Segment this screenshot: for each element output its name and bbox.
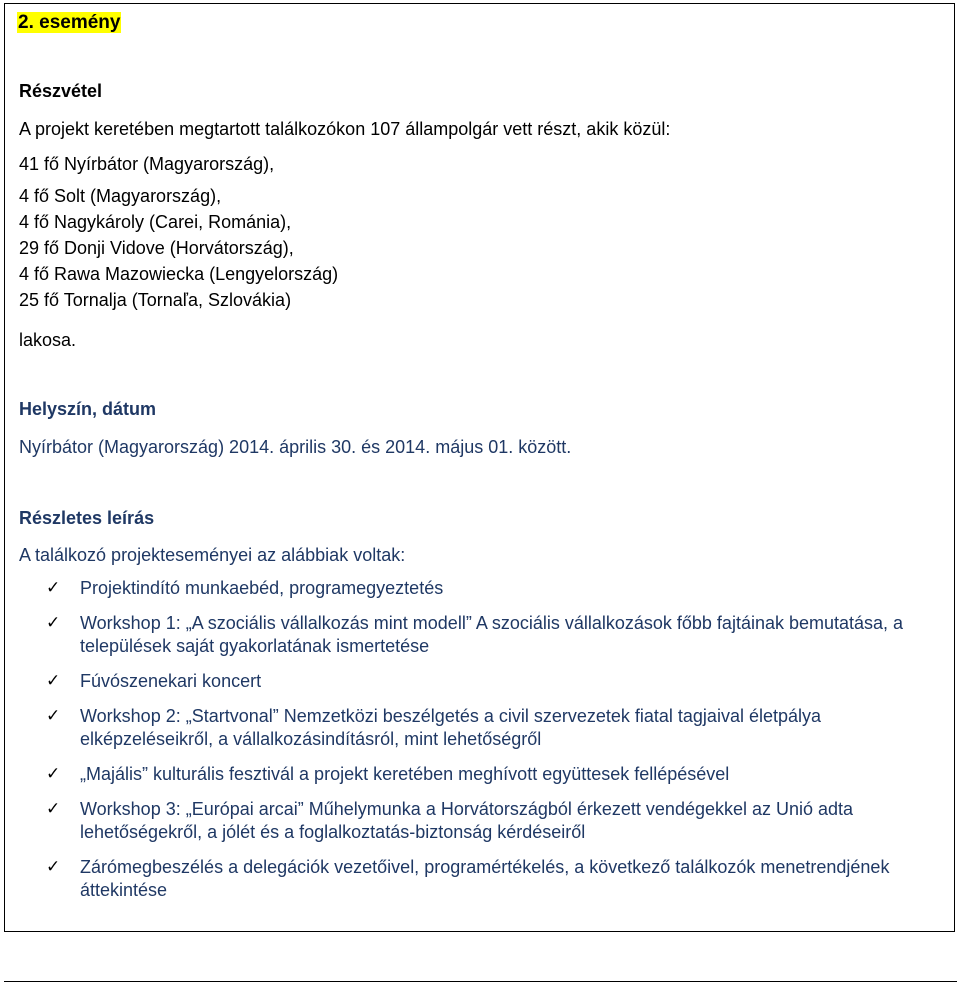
participant-item: 29 fő Donji Vidove (Horvátország),	[19, 238, 294, 258]
program-item-text: Workshop 2: „Startvonal” Nemzetközi beszélgetés a civil szervezetek fiatal tagjaival életpálya elképzeléseikről, a vállalkozásindításról, mint lehetőségről	[80, 706, 822, 749]
event-title	[17, 10, 121, 36]
checkmark-icon: ✓	[46, 857, 61, 877]
program-item-text: Workshop 1: „A szociális vállalkozás mint modell” A szociális vállalkozások főbb fajtáinak bemutatása, a települések saját gyakorlatának ismertetése	[80, 613, 904, 656]
participant-item: 4 fő Solt (Magyarország),	[19, 186, 222, 206]
participant-item: 4 fő Nagykároly (Carei, Románia),	[19, 212, 292, 232]
participation-closing: lakosa.	[19, 330, 77, 350]
event-title-highlight: 2. esemény	[18, 12, 121, 33]
checkmark-icon: ✓	[46, 706, 61, 726]
location-heading: Helyszín, dátum	[19, 399, 157, 419]
program-item-text: „Majális” kulturális fesztivál a projekt keretében meghívott együttesek fellépésével	[80, 764, 730, 784]
event-program-list	[46, 577, 932, 914]
participation-intro: A projekt keretében megtartott találkozókon 107 állampolgár vett részt, akik közül:	[19, 119, 671, 139]
location-text: Nyírbátor (Magyarország) 2014. április 30. és 2014. május 01. között.	[19, 437, 572, 457]
participation-heading: Részvétel	[19, 81, 103, 101]
participant-item: 25 fő Tornalja (Tornaľa, Szlovákia)	[19, 290, 292, 310]
program-item	[46, 670, 932, 693]
footer-divider	[4, 981, 957, 982]
checkmark-icon: ✓	[46, 764, 61, 784]
checkmark-icon: ✓	[46, 799, 61, 819]
program-item-text: Projektindító munkaebéd, programegyeztetés	[80, 578, 444, 598]
checkmark-icon: ✓	[46, 671, 61, 691]
program-item	[46, 763, 932, 786]
details-intro: A találkozó projekteseményei az alábbiak voltak:	[19, 545, 406, 565]
program-item	[46, 577, 932, 600]
program-item	[46, 612, 932, 658]
participant-list	[19, 183, 338, 313]
participation-first-line: 41 fő Nyírbátor (Magyarország),	[19, 154, 275, 174]
checkmark-icon: ✓	[46, 578, 61, 598]
participant-item: 4 fő Rawa Mazowiecka (Lengyelország)	[19, 264, 339, 284]
program-item	[46, 705, 932, 751]
details-heading: Részletes leírás	[19, 508, 155, 528]
checkmark-icon: ✓	[46, 613, 61, 633]
program-item	[46, 798, 932, 844]
program-item-text: Zárómegbeszélés a delegációk vezetőivel, programértékelés, a következő találkozók menetrendjének áttekintése	[80, 857, 890, 900]
program-item-text: Workshop 3: „Európai arcai” Műhelymunka a Horvátországból érkezett vendégekkel az Unió adta lehetőségekről, a jólét és a foglalkoztatás-biztonság kérdéseiről	[80, 799, 854, 842]
program-item-text: Fúvószenekari koncert	[80, 671, 262, 691]
program-item	[46, 856, 932, 902]
